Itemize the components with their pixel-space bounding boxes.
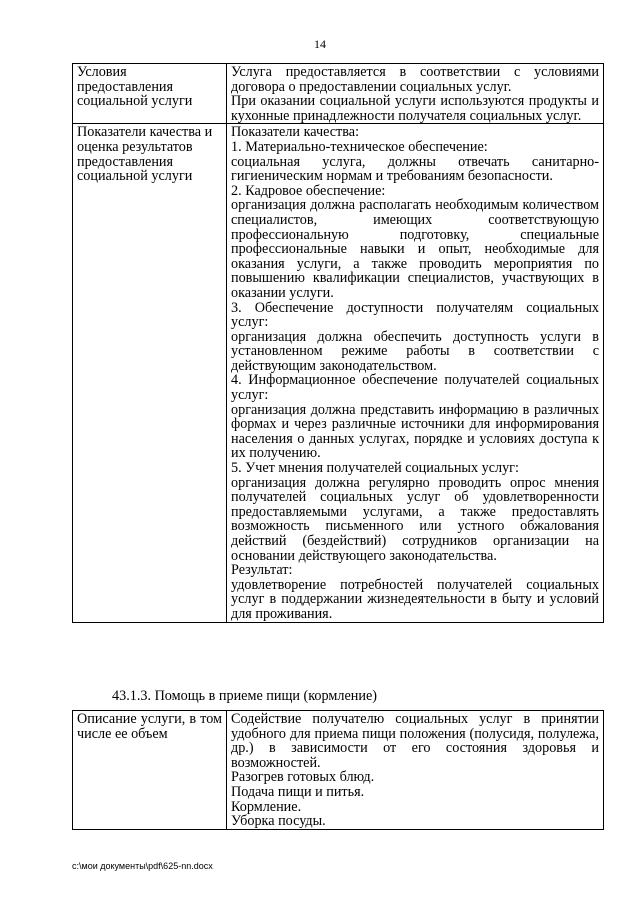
service-conditions-table — [72, 63, 604, 623]
paragraph: Показатели качества: — [231, 124, 360, 141]
table-row — [73, 64, 604, 124]
paragraph: организация должна представить информацию в различных формах и через различные источники для информирования населения о данных услугах, порядке и условиях доступа к их получению. — [231, 401, 599, 462]
footer-file-path: c:\мои документы\pdf\625-nn.docx — [72, 861, 213, 871]
paragraph: Подача пищи и питья. — [231, 783, 365, 800]
row-label: Показатели качества и оценка результатов предоставления социальной услуги — [73, 124, 227, 622]
table-row — [73, 711, 604, 830]
paragraph: Разогрев готовых блюд. — [231, 769, 375, 786]
paragraph: Содействие получателю социальных услуг в принятии удобного для приема пищи положения (полусидя, полулежа, др.) в зависимости от его состояния здоровья и возможностей. — [231, 711, 599, 771]
paragraph: 1. Материально-техническое обеспечение: — [231, 138, 488, 155]
row-content — [227, 64, 604, 124]
paragraph: 3. Обеспечение доступности получателям социальных услуг: — [231, 299, 599, 331]
paragraph: организация должна регулярно проводить опрос мнения получателей социальных услуг об удовлетворенности предоставляемыми услугами, а также предоставлять возможность письменного или устного обжалования действий (бездействий) сотрудников организации на основании действующего законодательства. — [231, 474, 599, 564]
paragraph: Кормление. — [231, 798, 302, 815]
paragraph: При оказании социальной услуги используются продукты и кухонные принадлежности получателя социальных услуг. — [231, 93, 599, 124]
row-label: Описание услуги, в том числе ее объем — [73, 711, 227, 830]
paragraph: Уборка посуды. — [231, 813, 326, 830]
table-row — [73, 124, 604, 622]
row-content — [227, 711, 604, 830]
paragraph: Результат: — [231, 562, 293, 579]
paragraph: 4. Информационное обеспечение получателей социальных услуг: — [231, 372, 599, 404]
row-content — [227, 124, 604, 622]
page-number: 14 — [314, 37, 326, 51]
section-heading: 43.1.3. Помощь в приеме пищи (кормление) — [112, 688, 377, 704]
paragraph: Услуга предоставляется в соответствии с условиями договора о предоставлении социальных услуг. — [231, 64, 599, 95]
paragraph: социальная услуга, должны отвечать санитарно-гигиеническим нормам и требованиям безопасности. — [231, 153, 599, 185]
row-label: Условия предоставления социальной услуги — [73, 64, 227, 124]
paragraph: 2. Кадровое обеспечение: — [231, 182, 386, 199]
paragraph: удовлетворение потребностей получателей социальных услуг в поддержании жизнедеятельности в быту и условий для проживания. — [231, 576, 599, 622]
paragraph: организация должна располагать необходимым количеством специалистов, имеющих соответствующую профессиональную подготовку, специальные профессиональные навыки и опыт, необходимые для оказания услуги, а также проводить мероприятия по повышению квалификации специалистов, участвующих в оказании услуги. — [231, 197, 599, 301]
paragraph: организация должна обеспечить доступность услуги в установленном режиме работы в соответствии с действующим законодательством. — [231, 328, 599, 374]
paragraph: 5. Учет мнения получателей социальных услуг: — [231, 460, 519, 477]
service-description-table — [72, 710, 604, 830]
